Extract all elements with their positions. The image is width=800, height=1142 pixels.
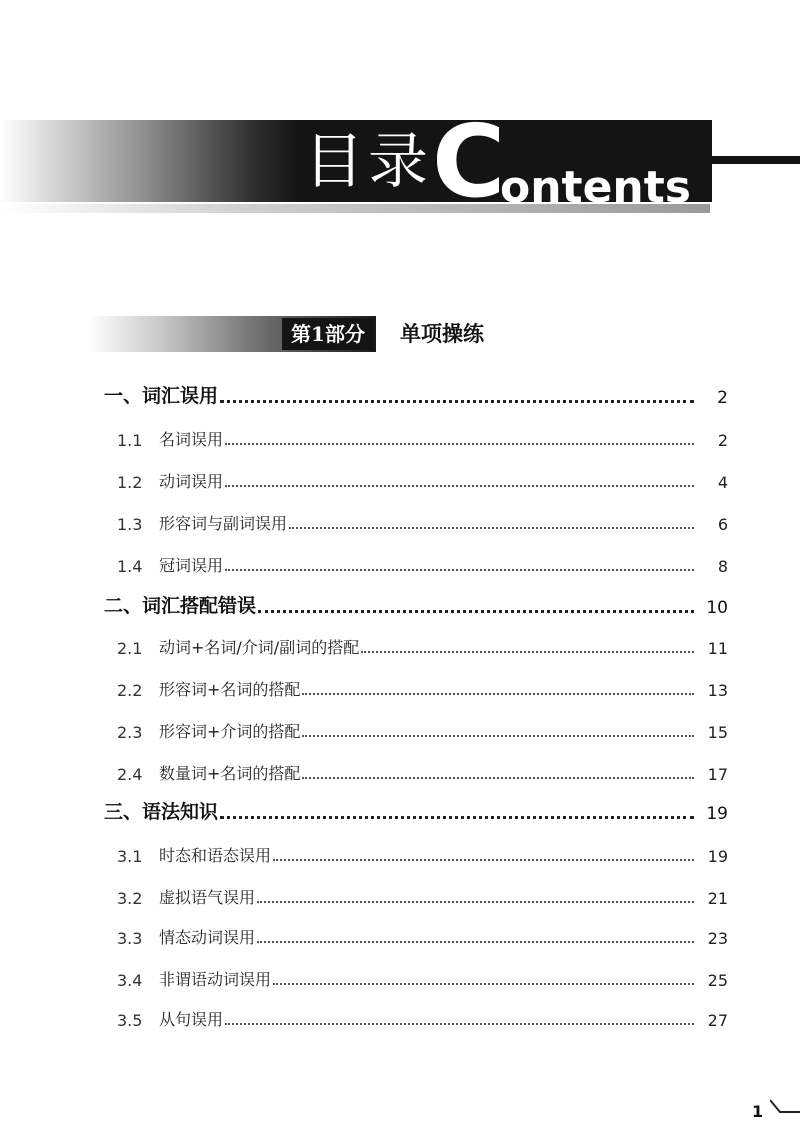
toc-entry-number: 1.1: [117, 431, 143, 450]
toc-entry-number: 3.2: [117, 889, 143, 908]
toc-entry-page: 10: [706, 598, 728, 618]
toc-entry-title: 动词+名词/介词/副词的搭配: [159, 638, 360, 657]
banner-gradient: [0, 120, 300, 202]
toc-subsection-entry[interactable]: [0, 918, 800, 948]
toc-subsection-entry[interactable]: [0, 712, 800, 742]
toc-entry-number: 3.4: [117, 971, 143, 990]
toc-entry-title: 情态动词误用: [159, 928, 256, 947]
toc-subsection-entry[interactable]: [0, 836, 800, 866]
part-heading: [88, 314, 688, 358]
toc-leader-dots: [302, 693, 694, 695]
toc-entry-page: 15: [707, 723, 728, 742]
title-banner: [0, 103, 800, 220]
toc-entry-title: 形容词+介词的搭配: [159, 722, 301, 741]
toc-subsection-entry[interactable]: [0, 462, 800, 492]
toc-entry-number: 3.3: [117, 929, 143, 948]
toc-subsection-entry[interactable]: [0, 878, 800, 908]
page-number: 1: [752, 1102, 764, 1121]
toc-entry-page: 25: [707, 971, 728, 990]
toc-entry-title: 从句误用: [159, 1010, 224, 1029]
toc-entry-page: 19: [706, 804, 728, 824]
toc-subsection-entry[interactable]: [0, 670, 800, 700]
toc-entry-page: 11: [707, 639, 728, 658]
toc-leader-dots: [257, 941, 694, 943]
toc-entry-title: 形容词+名词的搭配: [159, 680, 301, 699]
toc-entry-page: 6: [717, 515, 728, 534]
toc-entry-number: 2.4: [117, 765, 143, 784]
part-title: 单项操练: [400, 321, 484, 346]
toc-leader-dots: [289, 527, 694, 529]
toc-entry-title: 名词误用: [159, 430, 224, 449]
toc-leader-dots: [220, 816, 694, 819]
toc-entry-number: 1.4: [117, 557, 143, 576]
toc-leader-dots: [361, 651, 694, 653]
toc-entry-title: 二、词汇搭配错误: [104, 595, 257, 617]
toc-entry-page: 21: [707, 889, 728, 908]
toc-leader-dots: [273, 983, 694, 985]
toc-subsection-entry[interactable]: [0, 754, 800, 784]
toc-leader-dots: [225, 1023, 694, 1025]
toc-entry-title: 形容词与副词误用: [159, 514, 288, 533]
toc-entry-number: 2.1: [117, 639, 143, 658]
toc-subsection-entry[interactable]: [0, 628, 800, 658]
toc-subsection-entry[interactable]: [0, 1000, 800, 1030]
toc-entry-number: 1.3: [117, 515, 143, 534]
toc-leader-dots: [258, 610, 694, 613]
toc-entry-title: 非谓语动词误用: [159, 970, 272, 989]
toc-entry-title: 冠词误用: [159, 556, 224, 575]
toc-subsection-entry[interactable]: [0, 546, 800, 576]
toc-subsection-entry[interactable]: [0, 504, 800, 534]
toc-leader-dots: [273, 859, 694, 861]
toc-section-entry[interactable]: [0, 378, 800, 408]
toc-entry-page: 8: [717, 557, 728, 576]
toc-leader-dots: [257, 901, 694, 903]
banner-rule: [700, 156, 800, 164]
toc-leader-dots: [225, 569, 694, 571]
toc-entry-title: 数量词+名词的搭配: [159, 764, 301, 783]
toc-leader-dots: [225, 443, 694, 445]
toc-entry-page: 2: [717, 431, 728, 450]
toc-leader-dots: [220, 400, 694, 403]
toc-entry-title: 虚拟语气误用: [159, 888, 256, 907]
page-title-en: ontents: [500, 162, 691, 213]
toc-entry-page: 19: [707, 847, 728, 866]
page-title-initial: C: [432, 103, 506, 220]
toc-entry-number: 3.5: [117, 1011, 143, 1030]
toc-entry-page: 2: [717, 388, 728, 408]
toc-entry-number: 3.1: [117, 847, 143, 866]
toc-entry-page: 23: [707, 929, 728, 948]
toc-leader-dots: [225, 485, 694, 487]
page-corner-mark: [770, 1098, 800, 1118]
part-label: 第1部分: [282, 318, 374, 350]
toc-entry-page: 27: [707, 1011, 728, 1030]
toc-entry-title: 动词误用: [159, 472, 224, 491]
toc-entry-number: 2.3: [117, 723, 143, 742]
toc-entry-title: 一、词汇误用: [104, 385, 219, 407]
toc-entry-title: 时态和语态误用: [159, 846, 272, 865]
toc-subsection-entry[interactable]: [0, 420, 800, 450]
toc-leader-dots: [302, 777, 694, 779]
toc-leader-dots: [302, 735, 694, 737]
toc-entry-page: 17: [707, 765, 728, 784]
page-title-cn: 目录: [304, 127, 432, 197]
toc-section-entry[interactable]: [0, 588, 800, 618]
toc-entry-number: 2.2: [117, 681, 143, 700]
toc-section-entry[interactable]: [0, 794, 800, 824]
toc-entry-page: 13: [707, 681, 728, 700]
toc-entry-page: 4: [717, 473, 728, 492]
toc-entry-number: 1.2: [117, 473, 143, 492]
toc-subsection-entry[interactable]: [0, 960, 800, 990]
toc-entry-title: 三、语法知识: [104, 801, 219, 823]
